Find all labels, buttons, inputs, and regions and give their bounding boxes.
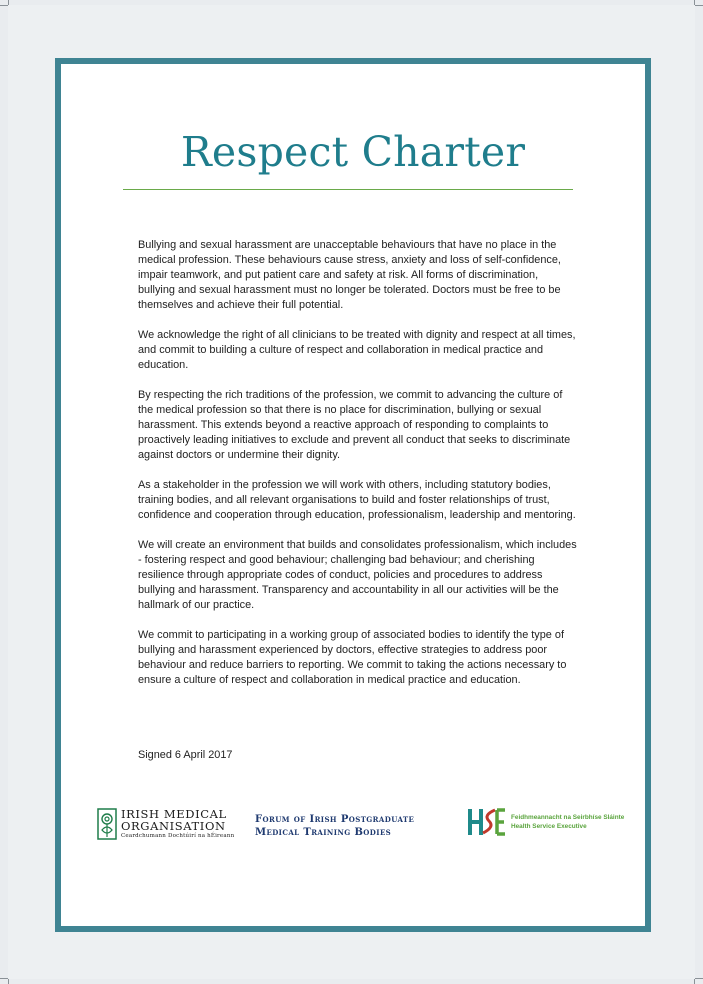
forum-name-line1: Forum of Irish Postgraduate — [255, 814, 415, 825]
crop-mark — [0, 978, 8, 979]
imo-irish-name: Ceardchumann Dochtúirí na hÉireann — [121, 833, 235, 839]
paragraph: We commit to participating in a working group of associated bodies to identify the type of bullying and harassment experienced by doctors, effective strategies to address poor behaviour and reduce barriers to reporting. We commit to taking the actions necessary to ensure a culture of respect and collaboration in medical practice and education. — [138, 629, 567, 686]
signed-date: Signed 6 April 2017 — [138, 749, 233, 761]
crop-mark — [8, 979, 9, 984]
paragraph: By respecting the rich traditions of the profession, we commit to advancing the culture of the medical profession so that there is no place for discrimination, bullying or sexual harassment. This extends beyond a reactive approach of responding to complaints to proactively leading initiatives to exclude and prevent all conduct that seeks to discriminate against doctors or undermine their dignity. — [138, 389, 571, 461]
crop-mark — [695, 978, 703, 979]
crop-mark — [8, 0, 9, 5]
paragraph: Bullying and sexual harassment are unacceptable behaviours that have no place in the medical profession. These behaviours cause stress, anxiety and loss of self-confidence, impair teamwork, and put patient care and safety at risk. All forms of discrimination, bullying and sexual harassment must no longer be tolerated. Doctors must be free to be themselves and achieve their full potential. — [138, 239, 561, 311]
hse-irish-name: Feidhmeannacht na Seirbhíse Sláinte — [511, 814, 625, 821]
imo-logo — [97, 808, 234, 840]
logo-row — [61, 804, 645, 854]
paragraph: As a stakeholder in the profession we will work with others, including statutory bodies, training bodies, and all relevant organisations to build and foster relationships of trust, confidence and cooperation through education, professionalism, leadership and mentoring. — [138, 479, 576, 521]
charter-frame — [55, 58, 651, 932]
title-divider — [123, 189, 573, 190]
hse-logo — [467, 807, 624, 837]
charter-body — [138, 238, 578, 703]
crop-mark — [694, 979, 695, 984]
hse-english-name: Health Service Executive — [511, 823, 587, 830]
forum-logo — [255, 813, 414, 839]
imo-crest-icon — [97, 808, 117, 840]
hse-logo-icon — [467, 807, 507, 837]
crop-mark — [695, 5, 703, 6]
page-title: Respect Charter — [180, 128, 526, 176]
forum-name-line2: Medical Training Bodies — [255, 827, 392, 838]
imo-name-line2: ORGANISATION — [121, 819, 226, 833]
paragraph: We will create an environment that builds and consolidates professionalism, which includes - fostering respect and good behaviour; challenging bad behaviour; and cherishing resilience through appropriate codes of conduct, policies and procedures to address bullying and harassment. Transparency and accountability in all our activities will be the hallmark of our practice. — [138, 539, 577, 611]
paragraph: We acknowledge the right of all clinicians to be treated with dignity and respect at all times, and commit to building a culture of respect and collaboration in medical practice and education. — [138, 329, 576, 371]
imo-name-line1: IRISH MEDICAL — [121, 807, 227, 821]
crop-mark — [0, 5, 8, 6]
